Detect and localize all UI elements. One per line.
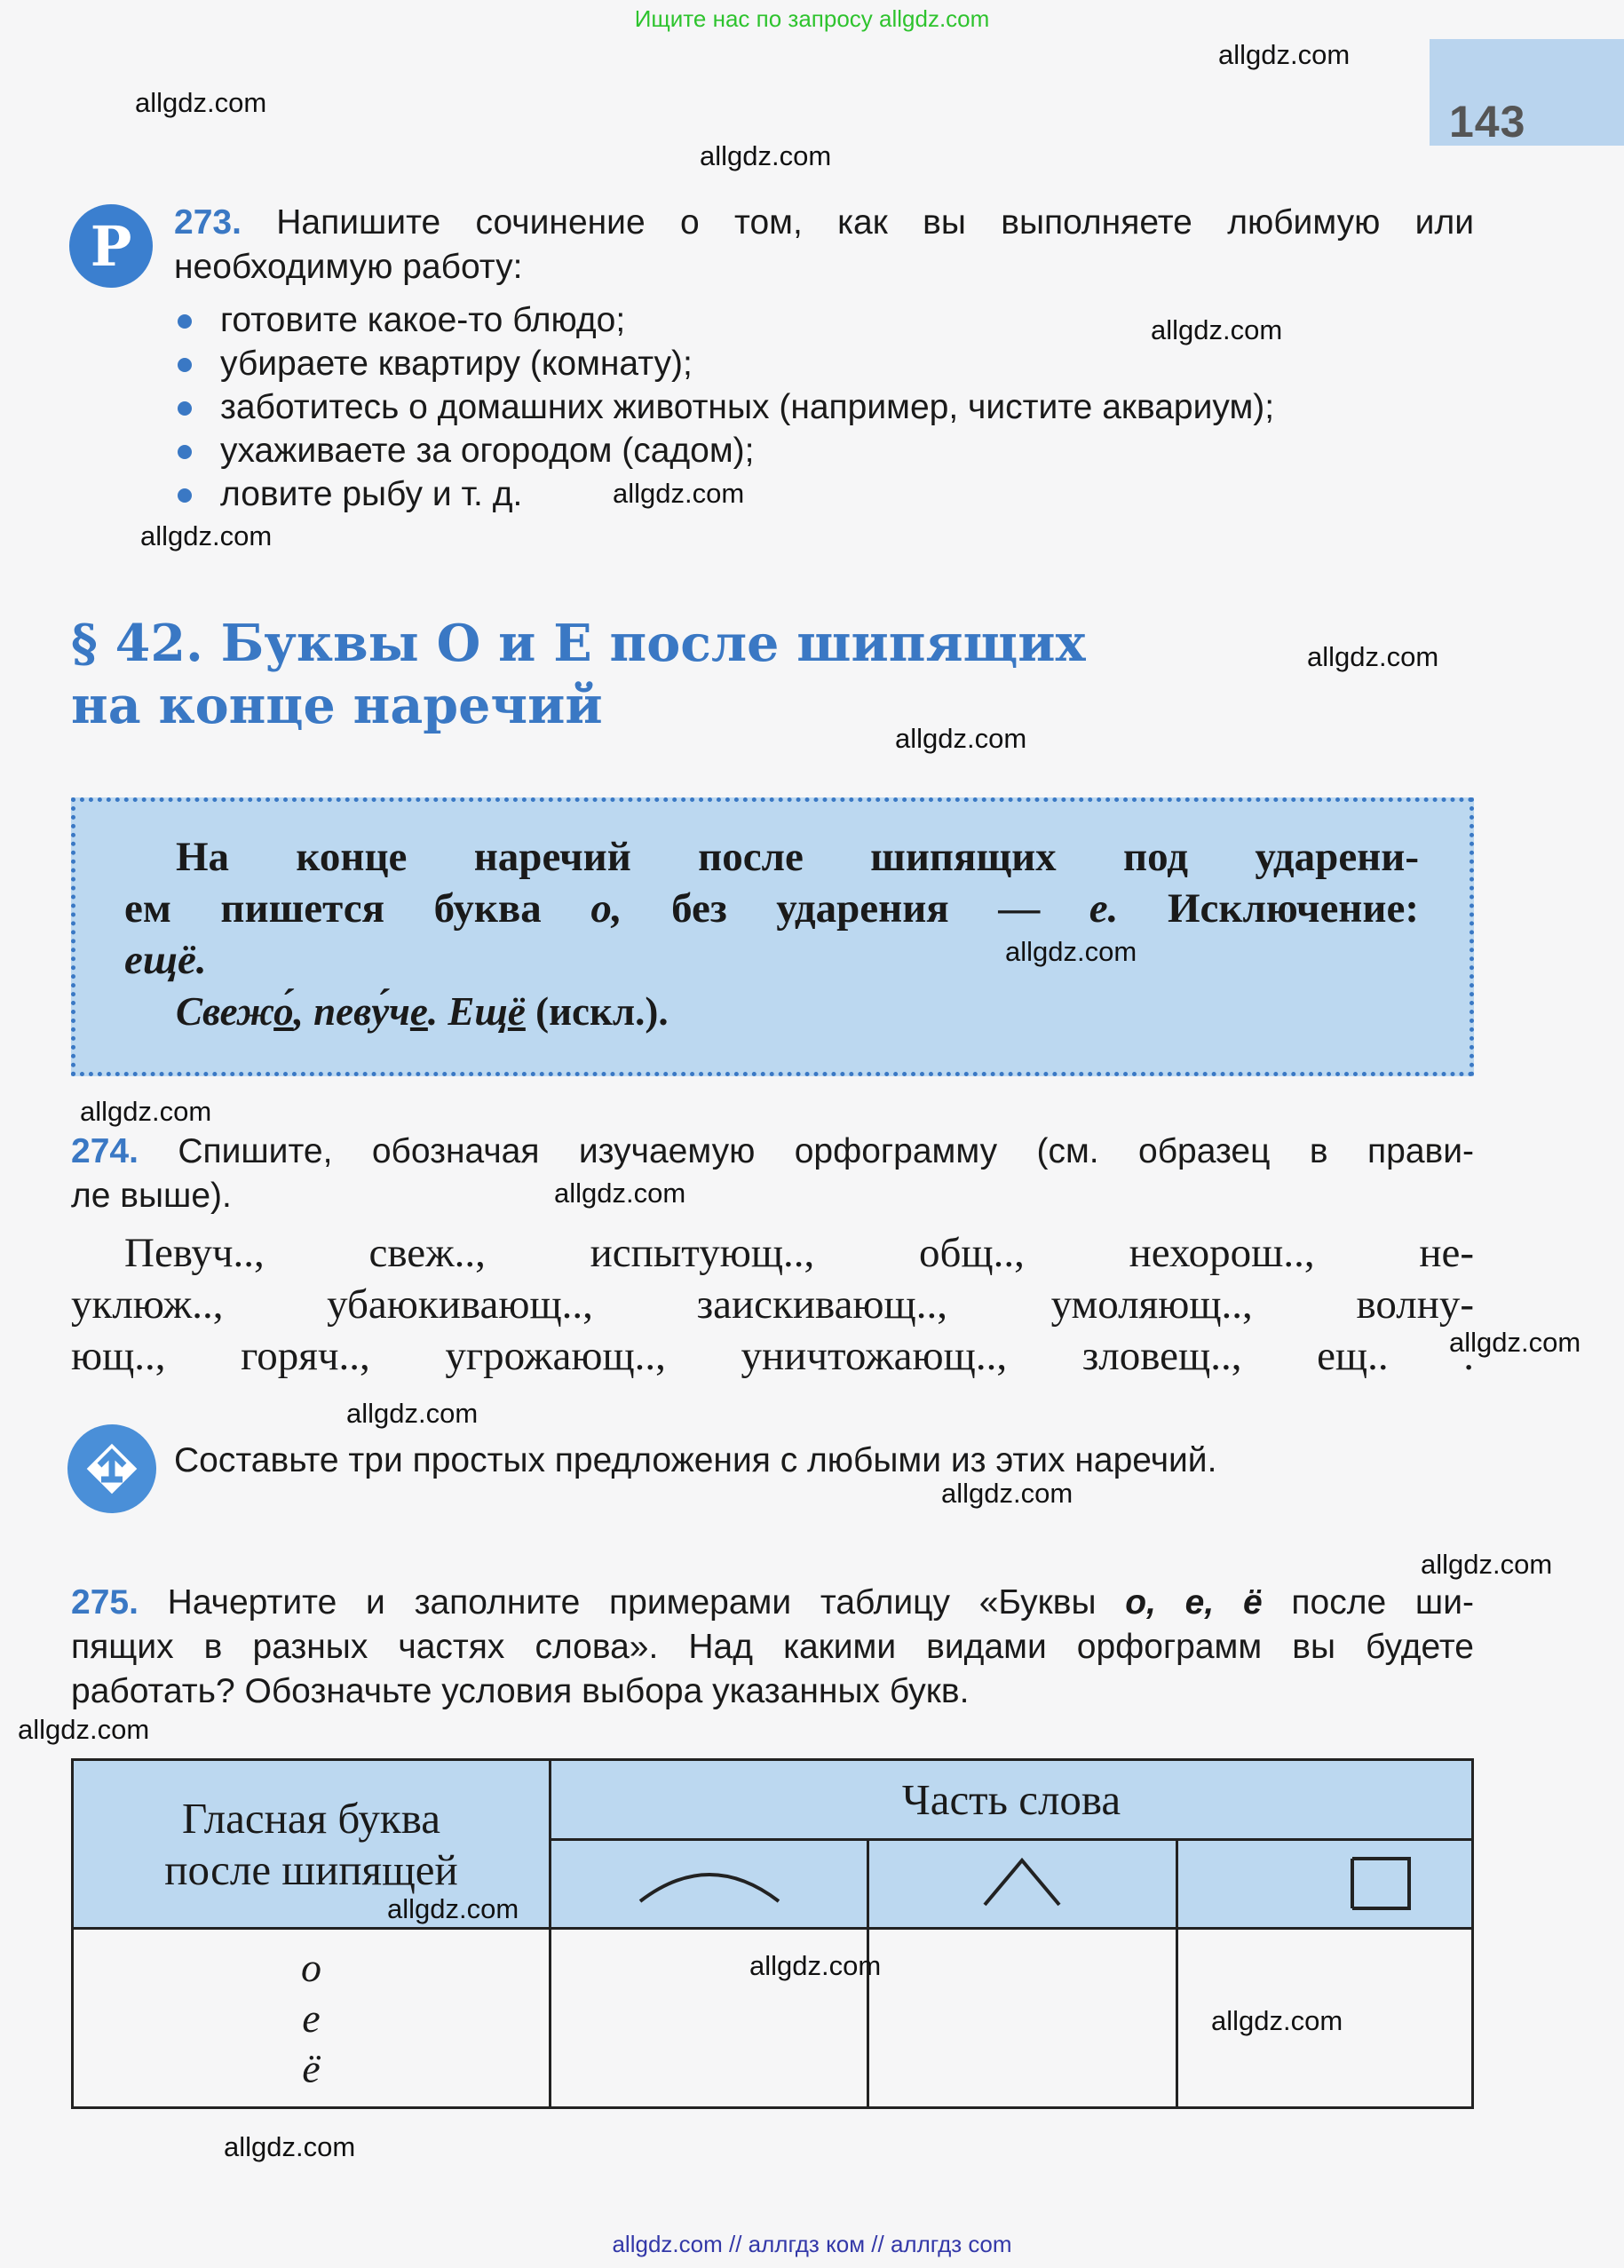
ending-symbol-cell: [1177, 1840, 1473, 1929]
ex273-bullet-2: убираете квартиру (комнату);: [220, 345, 693, 383]
rule-line-1: На конце наречий после шипящих под ударени-: [176, 834, 1419, 880]
ex275-text-line-3: работать? Обозначьте условия выбора указанных букв.: [71, 1672, 970, 1710]
table-header-vowel-line-2: после шипящей: [164, 1844, 458, 1894]
orthogram-table: [71, 1758, 1474, 2109]
bullet-icon: [178, 401, 192, 416]
ex274-task: Составьте три простых предложения с любыми из этих наречий.: [174, 1441, 1217, 1479]
watermark: allgdz.com: [749, 1950, 882, 1981]
rule-line-2: ем пишется буква о, без ударения — е. Исключение:: [124, 885, 1419, 932]
watermark: allgdz.com: [1307, 641, 1439, 672]
watermark: allgdz.com: [18, 1714, 150, 1745]
ex275-number: 275.: [71, 1583, 139, 1622]
ex274-text-line-2: ле выше).: [71, 1177, 232, 1215]
section-title-line-2: на конце наречий: [71, 676, 603, 735]
suffix-symbol-cell: [868, 1840, 1177, 1929]
watermark: allgdz.com: [700, 140, 832, 171]
bullet-icon: [178, 314, 192, 329]
vowels-cell: [73, 1929, 551, 2108]
watermark: allgdz.com: [135, 87, 267, 118]
repeat-task-icon: [67, 1424, 156, 1513]
ex273-bullet-5: ловите рыбу и т. д.: [220, 475, 523, 513]
watermark: allgdz.com: [941, 1478, 1073, 1509]
ex274-words-line-1: Певуч.., свеж.., испытующ.., общ.., нехорош.., не-: [124, 1230, 1474, 1276]
watermark: allgdz.com: [224, 2131, 356, 2162]
section-title-line-1: § 42. Буквы О и Е после шипящих: [71, 614, 1086, 673]
ex275-text-line-1: 275. Начертите и заполните примерами таблицу «Буквы о, е, ё после ши-: [71, 1583, 1474, 1622]
vowel-e: е: [302, 1995, 321, 2041]
page-number: 143: [1449, 97, 1526, 147]
ex273-intro-line-2: необходимую работу:: [174, 248, 523, 286]
bullet-icon: [178, 445, 192, 459]
vowel-o: о: [301, 1945, 321, 1990]
watermark: allgdz.com: [1151, 314, 1283, 345]
watermark: allgdz.com: [1449, 1327, 1581, 1358]
speech-development-icon: Р: [69, 204, 153, 288]
ending-box-icon: [1178, 1841, 1471, 1923]
watermark: allgdz.com: [1218, 39, 1351, 70]
bullet-icon: [178, 488, 192, 503]
ex274-words-line-3: ющ.., горяч.., угрожающ.., уничтожающ.., зловещ.., ещ.. .: [71, 1333, 1474, 1379]
root-arc-icon: [551, 1841, 867, 1923]
watermark: allgdz.com: [346, 1398, 479, 1429]
watermark: allgdz.com: [1421, 1549, 1553, 1580]
suffix-cell: [868, 1929, 1177, 2108]
watermark: allgdz.com: [387, 1893, 519, 1924]
table-header-vowel-line-1: Гласная буква: [182, 1793, 440, 1843]
ex273-bullet-1: готовите какое-то блюдо;: [220, 301, 626, 339]
ex273-intro-line-1: 273. Напишите сочинение о том, как вы выполняете любимую или: [174, 203, 1474, 242]
watermark: allgdz.com: [613, 478, 745, 509]
bullet-icon: [178, 358, 192, 372]
table-header-word-part: Часть слова: [551, 1760, 1473, 1840]
ex273-number: 273.: [174, 203, 242, 242]
top-banner[interactable]: Ищите нас по запросу allgdz.com: [634, 5, 990, 32]
vowel-yo: ё: [302, 2046, 321, 2091]
ex274-text-line-1: 274. Спишите, обозначая изучаемую орфограмму (см. образец в прави-: [71, 1132, 1474, 1170]
bottom-banner[interactable]: allgdz.com // аллгдз ком // аллгдз com: [612, 2231, 1012, 2257]
suffix-caret-icon: [869, 1841, 1176, 1923]
ex273-bullet-4: ухаживаете за огородом (садом);: [220, 432, 755, 470]
ex275-text-line-2: пящих в разных частях слова». Над какими видами орфограмм вы будете: [71, 1628, 1474, 1666]
ex274-words-line-2: уклюж.., убаюкивающ.., заискивающ.., умоляющ.., волну-: [71, 1281, 1474, 1328]
rule-examples: Свежо́, певу́че. Ещё (искл.).: [176, 989, 669, 1034]
watermark: allgdz.com: [554, 1178, 686, 1209]
watermark: allgdz.com: [140, 520, 273, 551]
root-symbol-cell: [551, 1840, 868, 1929]
ex274-number: 274.: [71, 1132, 139, 1170]
rule-line-3: ещё.: [124, 937, 207, 983]
watermark: allgdz.com: [895, 723, 1027, 754]
ex273-bullet-3: заботитесь о домашних животных (например, чистите аквариум);: [220, 388, 1275, 426]
watermark: allgdz.com: [80, 1096, 212, 1127]
watermark: allgdz.com: [1211, 2005, 1343, 2036]
watermark: allgdz.com: [1005, 936, 1137, 967]
